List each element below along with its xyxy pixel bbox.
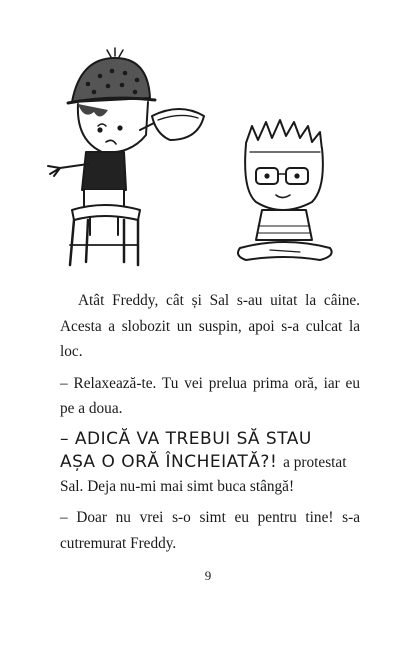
- page-number: 9: [204, 568, 212, 583]
- sal-figure: [238, 120, 332, 260]
- shout-line-1: – ADICĂ VA TREBUI SĂ STAU: [60, 428, 312, 449]
- illustration-freddy-and-sal: [20, 40, 400, 275]
- story-text: [60, 288, 360, 562]
- paragraph-3: [60, 428, 360, 500]
- paragraph-4: – Doar nu vrei s-o simt eu pentru tine! s-a cutremurat Freddy.: [60, 509, 360, 552]
- paragraph-2: – Relaxează-te. Tu vei prelua prima oră, iar eu pe a doua.: [60, 374, 360, 417]
- freddy-figure: [48, 48, 204, 265]
- paragraph-3-tail-a: a protestat: [283, 453, 347, 471]
- paragraph-1: Atât Freddy, cât și Sal s-au uitat la câine. Acesta a slobozit un suspin, apoi s-a culcat la loc.: [60, 292, 360, 360]
- shout-line-2: [60, 451, 360, 474]
- shout-line-2-text: AȘA O ORĂ ÎNCHEIATĂ?!: [60, 451, 278, 472]
- paragraph-3-tail-b: Sal. Deja nu-mi mai simt buca stângă!: [60, 477, 295, 495]
